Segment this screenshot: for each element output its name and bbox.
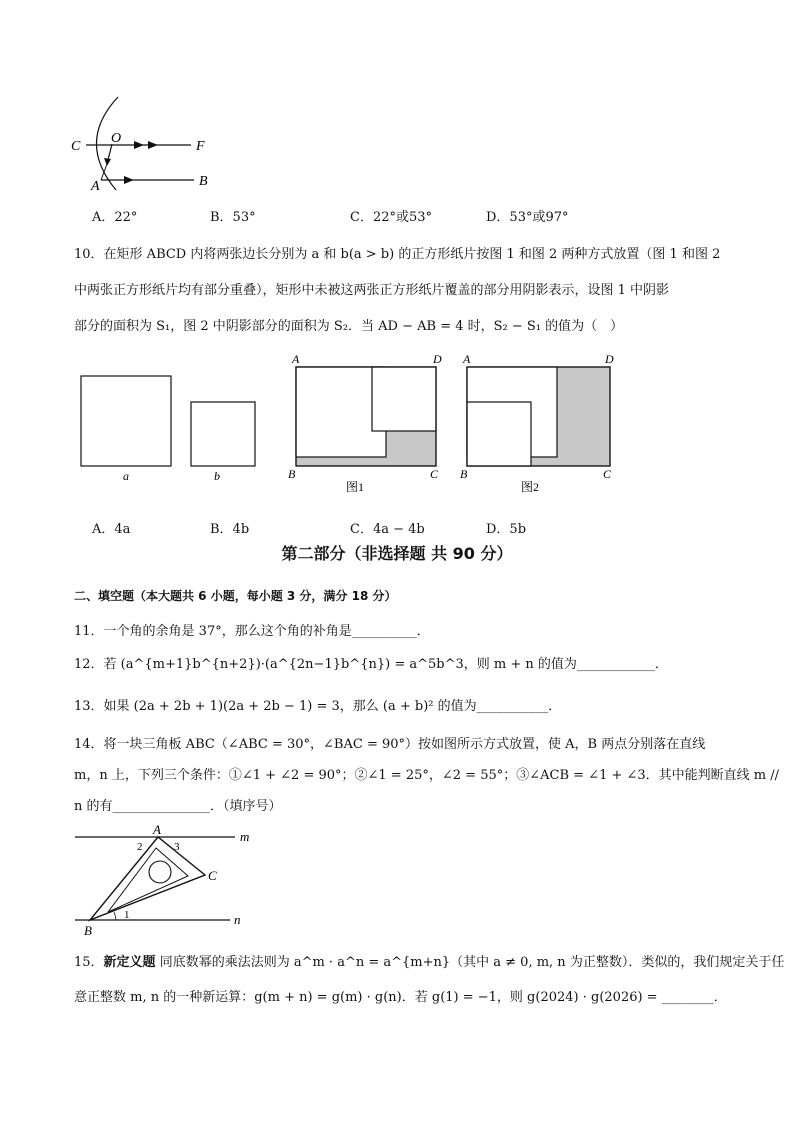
q10-fig2-c: C	[603, 467, 612, 481]
q14-text-line2: m，n 上，下列三个条件：①∠1 + ∠2 = 90°；②∠1 = 25°，∠2 = 55°；③∠ACB = ∠1 + ∠3．其中能判断直线 m //	[74, 768, 780, 783]
q9-figure	[66, 92, 216, 192]
q10-option-a: A．4a	[92, 522, 131, 537]
q15-tag: 新定义题	[103, 955, 156, 970]
q10-fig1-c: C	[430, 467, 439, 481]
q9-option-c: C．22°或53°	[350, 210, 433, 225]
q14-label-a: A	[153, 822, 161, 837]
q14-label-b: B	[84, 923, 92, 938]
q9-option-b: B．53°	[210, 210, 256, 225]
q9-option-a: A．22°	[92, 210, 138, 225]
q10-fig1-b: B	[288, 467, 296, 481]
q10-fig2-b: B	[460, 467, 468, 481]
q10-figures	[70, 350, 630, 500]
part2-header: 二、填空题（本大题共 6 小题，每小题 3 分，满分 18 分）	[74, 589, 397, 603]
q14-text-line1: 14．将一块三角板 ABC（∠ABC = 30°，∠BAC = 90°）按如图所示方式放置，使 A，B 两点分别落在直线	[74, 737, 706, 752]
q13-text: 13．如果 (2a + 2b + 1)(2a + 2b − 1) = 3，那么 (a + b)² 的值为___________．	[74, 699, 562, 714]
q10-option-c: C．4a − 4b	[350, 522, 425, 537]
q14-label-n: n	[234, 912, 241, 927]
q14-label-c: C	[208, 868, 217, 883]
q9-label-o: O	[111, 131, 122, 146]
q9-label-b: B	[199, 174, 208, 189]
q10-text-line2: 中两张正方形纸片均有部分重叠），矩形中未被这两张正方形纸片覆盖的部分用阴影表示，设图 1 中阴影	[74, 283, 670, 298]
q10-fig1-caption: 图1	[346, 480, 365, 494]
q9-label-a: A	[91, 179, 100, 192]
q10-text-line3: 部分的面积为 S₁，图 2 中阴影部分的面积为 S₂．当 AD − AB = 4 时，S₂ − S₁ 的值为（ ）	[74, 319, 624, 334]
q10-fig2-a: A	[463, 352, 471, 366]
q14-label-2: 2	[137, 841, 143, 853]
q11-text: 11．一个角的余角是 37°，那么这个角的补角是__________．	[74, 624, 430, 639]
q14-figure	[70, 820, 260, 940]
q9-label-f: F	[196, 139, 205, 154]
q14-text-line3: n 的有_______________．（填序号）	[74, 799, 282, 814]
q10-fig1-d: D	[433, 352, 442, 366]
q10-fig2-d: D	[605, 352, 614, 366]
q15-line1-rest: 同底数幂的乘法法则为 a^m · a^n = a^{m+n}（其中 a ≠ 0, m, n 为正整数）．类似的，我们规定关于任	[155, 955, 785, 970]
q10-label-b: b	[214, 469, 220, 483]
q10-option-b: B．4b	[210, 522, 250, 537]
q15-number: 15．	[74, 955, 104, 970]
q10-label-a: a	[123, 469, 129, 483]
q14-label-3: 3	[174, 841, 180, 853]
q14-label-m: m	[240, 829, 250, 844]
q9-label-c: C	[71, 139, 81, 154]
q10-fig2-caption: 图2	[521, 480, 540, 494]
q10-fig1-a: A	[292, 352, 300, 366]
q9-option-d: D．53°或97°	[486, 210, 569, 225]
q15-text-line2: 意正整数 m, n 的一种新运算：g(m + n) = g(m) · g(n)．若 g(1) = −1，则 g(2024) · g(2026) = ________．	[74, 990, 727, 1005]
q15-text-line1	[74, 951, 784, 970]
q10-option-d: D．5b	[486, 522, 527, 537]
q10-text-line1: 10．在矩形 ABCD 内将两张边长分别为 a 和 b(a > b) 的正方形纸片按图 1 和图 2 两种方式放置（图 1 和图 2	[74, 247, 721, 262]
q14-label-1: 1	[124, 909, 130, 921]
q12-text: 12．若 (a^{m+1}b^{n+2})·(a^{2n−1}b^{n}) = a^5b^3，则 m + n 的值为____________．	[74, 657, 668, 672]
section-title: 第二部分（非选择题 共 90 分）	[281, 544, 513, 563]
